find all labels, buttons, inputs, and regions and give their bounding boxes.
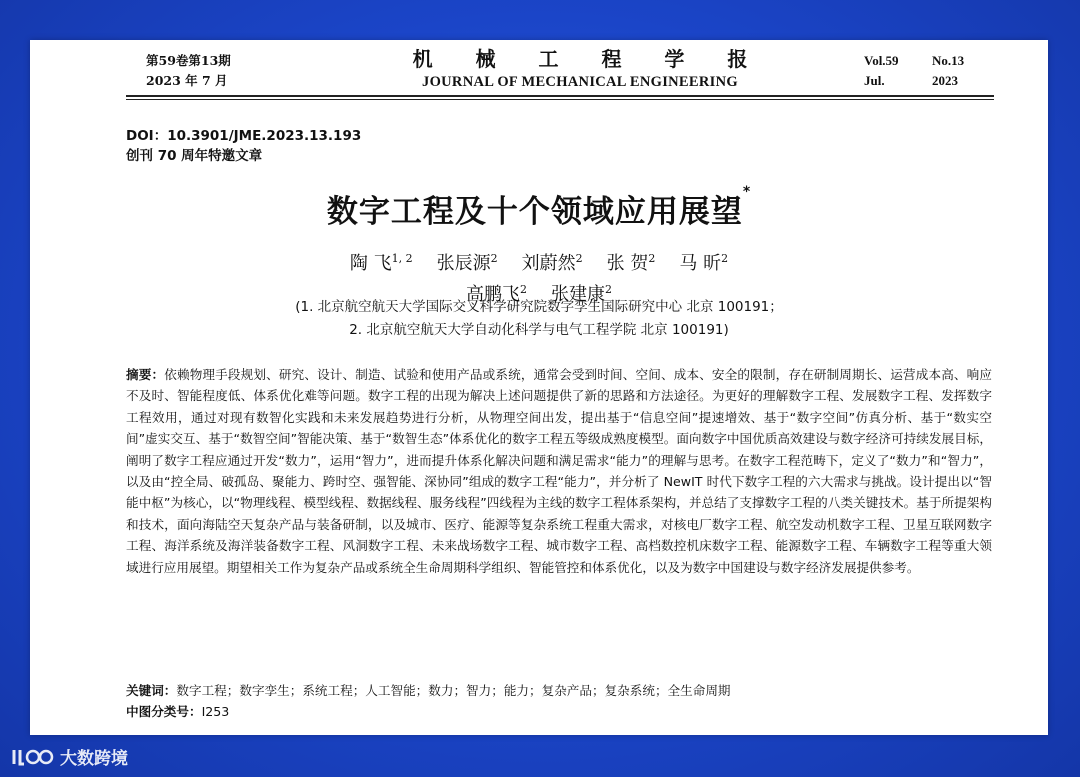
watermark-logo (12, 744, 128, 769)
abstract-text: 依赖物理手段规划、研究、设计、制造、试验和使用产品或系统，通常会受到时间、空间、成本、安全的限制，存在研制周期长、运营成本高、响应不及时、智能程度低、体系优化难等问题。数字工程的出现为解决上述问题提供了新的思路和方法途径。为更好的理解数字工程、发展数字工程、发挥数字工程效用，通过对现有数智化实践和未来发展趋势进行分析，从物理空间出发，提出基于“信息空间”提速增效、基于“数字空间”仿真分析、基于“数实空间”虚实交互、基于“数智空间”智能决策、基于“数智生态”体系优化的数字工程五等级成熟度模型。面向数字中国优质高效建设与数字经济可持续发展目标，阐明了数字工程应通过开发“数力”，运用“智力”，进而提升体系化解决问题和满足需求“能力”的理解与思考。在数字工程范畴下，定义了“数力”和“智力”，以及由“控全局、破孤岛、聚能力、跨时空、强智能、深协同”组成的数字工程“能力”，并分析了 NewIT 时代下数字工程的六大需求与挑战。设计提出以“智能中枢”为核心，以“物理线程、模型线程、数据线程、服务线程”四线程为主线的数字工程体系架构，并总结了支撑数字工程的八类关键技术。基于所提架构和技术，面向海陆空天复杂产品与装备研制，以及城市、医疗、能源等复杂系统工程重大需求，对核电厂数字工程、航空发动机数字工程、卫星互联网数字工程、海洋系统及海洋装备数字工程、风洞数字工程、未来战场数字工程、城市数字工程、高档数控机床数字工程、能源数字工程、车辆数字工程等重大领域进行应用展望。期望相关工作为复杂产品或系统全生命周期科学组织、智能管控和体系优化，以及为数字中国建设与数字经济发展提供参考。 (126, 367, 993, 575)
affiliation-2: 2. 北京航空航天大学自动化科学与电气工程学院 北京 100191) (349, 322, 729, 338)
author-affiliation-mark: 1, 2 (391, 252, 413, 265)
author-name: 张 贺 (606, 253, 649, 274)
paper-title (30, 186, 1048, 231)
keywords-label: 关键词： (126, 683, 177, 698)
author (437, 253, 498, 274)
header-left (146, 51, 231, 91)
year-en: 2023 (932, 73, 958, 88)
header-rule-thick (126, 95, 994, 97)
author-affiliation-mark: 2 (605, 283, 612, 296)
title-footnote-mark: * (742, 184, 752, 200)
classification-number (126, 701, 229, 722)
author-name: 马 昕 (679, 253, 722, 274)
journal-name-en: JOURNAL OF MECHANICAL ENGINEERING (422, 74, 738, 90)
affiliation-1: (1. 北京航空航天大学国际交叉科学研究院数字孪生国际研究中心 北京 100191； (295, 299, 783, 315)
author (350, 253, 413, 274)
author-affiliation-mark: 2 (490, 252, 498, 265)
paper-page (30, 40, 1048, 735)
watermark-text: 大数跨境 (60, 749, 128, 769)
number-en: No.13 (932, 53, 965, 68)
keywords (126, 680, 992, 701)
author (679, 253, 728, 274)
brand-logo-icon (12, 746, 54, 768)
author (607, 253, 656, 274)
doi: DOI：10.3901/JME.2023.13.193 (126, 128, 362, 144)
month-en: Jul. (864, 73, 885, 88)
article-category: 创刊 70 周年特邀文章 (126, 148, 263, 164)
header-rule-thin (126, 99, 994, 100)
author-affiliation-mark: 2 (575, 252, 583, 265)
author-name: 张建康 (551, 284, 605, 305)
author-name: 高鹏飞 (466, 284, 520, 305)
author-name: 刘蔚然 (521, 253, 576, 274)
affiliations (30, 296, 1048, 342)
journal-name-cn: 机 械 工 程 学 报 (412, 47, 766, 71)
article-meta (126, 126, 361, 166)
header-center (330, 46, 830, 92)
clc-text: I253 (201, 704, 230, 719)
author (522, 253, 583, 274)
volume-issue-cn: 第59卷第13期 (146, 53, 231, 68)
author-affiliation-mark: 2 (648, 252, 656, 265)
header-right (864, 51, 964, 91)
author-name: 陶 飞 (349, 253, 392, 274)
author-line-1 (30, 246, 1048, 277)
volume-en: Vol.59 (864, 53, 899, 68)
paper-title-text: 数字工程及十个领域应用展望 (326, 194, 743, 230)
clc-label: 中图分类号： (126, 704, 202, 719)
abstract (126, 364, 992, 578)
abstract-label: 摘要： (126, 367, 165, 382)
author-affiliation-mark: 2 (721, 252, 729, 265)
author-affiliation-mark: 2 (520, 283, 527, 296)
keywords-text: 数字工程；数字孪生；系统工程；人工智能；数力；智力；能力；复杂产品；复杂系统；全生命周期 (176, 683, 731, 698)
date-cn: 2023 年 7 月 (146, 73, 228, 88)
author-name: 张辰源 (436, 253, 491, 274)
